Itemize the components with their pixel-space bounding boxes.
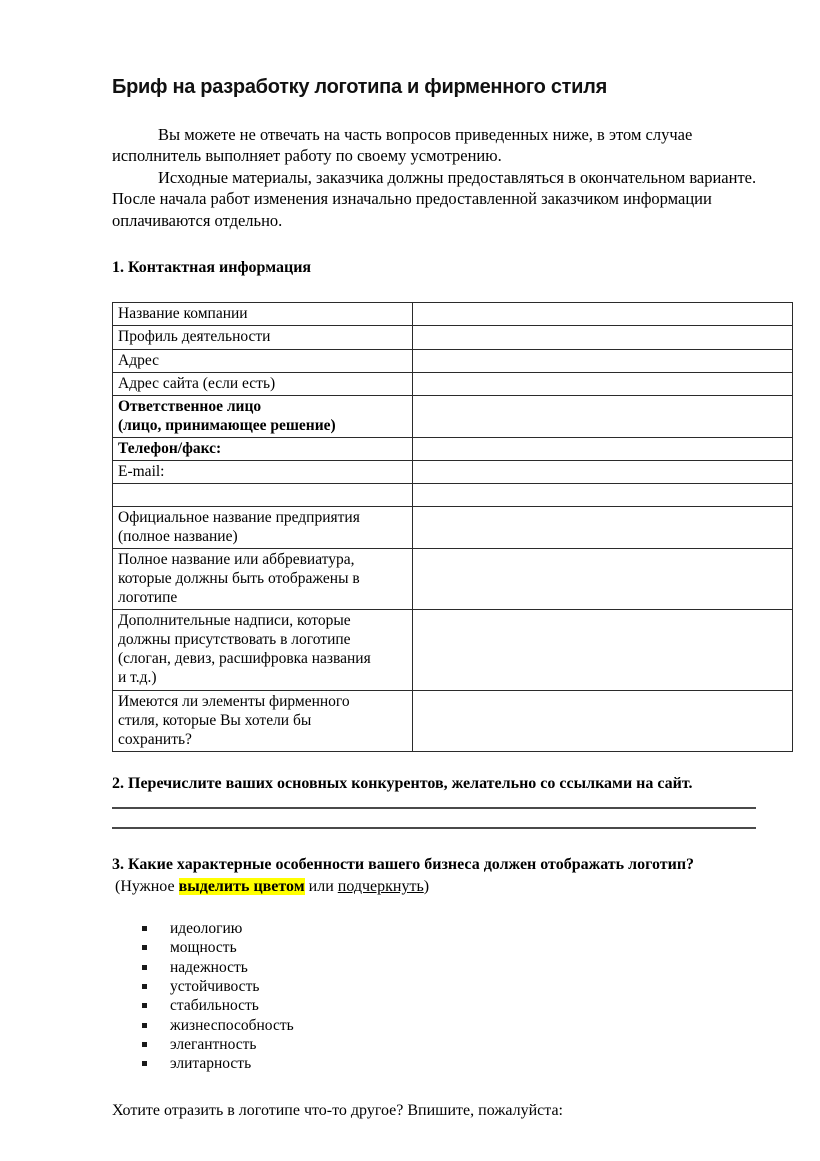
label-line: Адрес bbox=[118, 351, 159, 369]
table-row-value-field[interactable] bbox=[413, 483, 793, 506]
section-3-heading: 3. Какие характерные особенности вашего бизнеса должен отображать логотип? bbox=[112, 855, 695, 873]
label-line: стиля, которые Вы хотели бы bbox=[118, 711, 312, 729]
contact-information-table bbox=[112, 302, 793, 751]
list-item[interactable] bbox=[112, 1054, 772, 1073]
section-2-answer-lines[interactable] bbox=[112, 793, 772, 829]
table-row-value-field[interactable] bbox=[413, 610, 793, 690]
label-line: Ответственное лицо bbox=[118, 397, 262, 415]
table-row-label bbox=[113, 506, 413, 548]
answer-write-line[interactable] bbox=[112, 827, 756, 829]
table-row bbox=[113, 460, 793, 483]
list-item-label: надежность bbox=[170, 958, 248, 976]
label-line: Дополнительные надписи, которые bbox=[118, 612, 351, 630]
label-line: Полное название или аббревиатура, bbox=[118, 551, 355, 569]
instruction-prefix: (Нужное bbox=[115, 878, 179, 896]
table-row bbox=[113, 506, 793, 548]
instruction-middle: или bbox=[304, 878, 338, 896]
table-row bbox=[113, 483, 793, 506]
square-bullet-icon bbox=[142, 1061, 147, 1066]
label-line: E-mail: bbox=[118, 462, 165, 480]
label-line: (полное название) bbox=[118, 528, 238, 545]
table-row bbox=[113, 690, 793, 751]
page-title: Бриф на разработку логотипа и фирменного стиля bbox=[112, 76, 607, 98]
square-bullet-icon bbox=[142, 1003, 147, 1008]
list-item-label: элитарность bbox=[170, 1055, 252, 1073]
list-item-label: стабильность bbox=[170, 997, 259, 1015]
label-line: Официальное название предприятия bbox=[118, 508, 360, 526]
business-traits-list bbox=[112, 897, 772, 1073]
label-line: логотипе bbox=[118, 589, 178, 607]
table-row-label bbox=[113, 610, 413, 690]
instruction-highlighted-text: выделить цветом bbox=[178, 878, 305, 896]
answer-write-line[interactable] bbox=[112, 807, 756, 809]
list-item[interactable] bbox=[112, 938, 772, 957]
list-item[interactable] bbox=[112, 919, 772, 938]
table-row-label bbox=[113, 303, 413, 326]
closing-question: Хотите отразить в логотипе что-то другое? Впишите, пожалуйста: bbox=[112, 1102, 563, 1120]
label-line: (лицо, принимающее решение) bbox=[118, 416, 336, 434]
table-row bbox=[113, 326, 793, 349]
square-bullet-icon bbox=[142, 965, 147, 970]
contact-table-body bbox=[113, 303, 793, 751]
table-row-label bbox=[113, 460, 413, 483]
table-row-value-field[interactable] bbox=[413, 690, 793, 751]
list-item[interactable] bbox=[112, 1016, 772, 1035]
table-row bbox=[113, 610, 793, 690]
table-row bbox=[113, 349, 793, 372]
table-row-label bbox=[113, 690, 413, 751]
table-row bbox=[113, 549, 793, 610]
table-row-label bbox=[113, 326, 413, 349]
label-line: Профиль деятельности bbox=[118, 328, 271, 346]
intro-block bbox=[112, 98, 772, 231]
table-row-value-field[interactable] bbox=[413, 349, 793, 372]
table-row-value-field[interactable] bbox=[413, 460, 793, 483]
table-row-value-field[interactable] bbox=[413, 395, 793, 437]
table-row-label bbox=[113, 549, 413, 610]
list-item-label: мощность bbox=[170, 939, 237, 957]
section-3-instruction bbox=[112, 874, 772, 897]
label-line: которые должны быть отображены в bbox=[118, 570, 360, 588]
square-bullet-icon bbox=[142, 1042, 147, 1047]
label-line: сохранить? bbox=[118, 730, 192, 748]
list-item-label: жизнеспособность bbox=[170, 1016, 294, 1034]
table-row-value-field[interactable] bbox=[413, 437, 793, 460]
label-line: Адрес сайта (если есть) bbox=[118, 374, 276, 392]
square-bullet-icon bbox=[142, 1023, 147, 1028]
document-content bbox=[112, 0, 772, 1121]
list-item[interactable] bbox=[112, 996, 772, 1015]
table-row-value-field[interactable] bbox=[413, 303, 793, 326]
label-line: Название компании bbox=[118, 305, 248, 323]
table-row-value-field[interactable] bbox=[413, 372, 793, 395]
label-line: должны присутствовать в логотипе bbox=[118, 631, 351, 649]
list-item-label: идеологию bbox=[170, 920, 243, 938]
label-line: и т.д.) bbox=[118, 669, 157, 687]
instruction-suffix: ) bbox=[423, 878, 430, 896]
label-line: (слоган, девиз, расшифровка названия bbox=[118, 650, 371, 668]
list-item[interactable] bbox=[112, 958, 772, 977]
label-line: Имеются ли элементы фирменного bbox=[118, 692, 350, 710]
square-bullet-icon bbox=[142, 926, 147, 931]
section-2-heading: 2. Перечислите ваших основных конкурентов, желательно со ссылками на сайт. bbox=[112, 774, 693, 792]
list-item-label: устойчивость bbox=[170, 977, 260, 995]
table-row bbox=[113, 437, 793, 460]
square-bullet-icon bbox=[142, 945, 147, 950]
table-row-value-field[interactable] bbox=[413, 506, 793, 548]
square-bullet-icon bbox=[142, 984, 147, 989]
table-row-value-field[interactable] bbox=[413, 549, 793, 610]
table-row-label bbox=[113, 437, 413, 460]
table-row bbox=[113, 372, 793, 395]
table-row-label bbox=[113, 483, 413, 506]
list-item[interactable] bbox=[112, 1035, 772, 1054]
table-row-label bbox=[113, 395, 413, 437]
list-item-label: элегантность bbox=[170, 1035, 257, 1053]
label-line: Телефон/факс: bbox=[118, 439, 222, 457]
intro-paragraph-1: Вы можете не отвечать на часть вопросов приведенных ниже, в этом случае исполнитель выполняет работу по своему усмотрению. bbox=[112, 125, 693, 166]
table-row-label bbox=[113, 349, 413, 372]
section-1-heading: 1. Контактная информация bbox=[112, 259, 312, 277]
instruction-underlined-text: подчеркнуть bbox=[337, 878, 424, 896]
table-row-value-field[interactable] bbox=[413, 326, 793, 349]
table-row bbox=[113, 395, 793, 437]
table-row-label bbox=[113, 372, 413, 395]
intro-paragraph-2: Исходные материалы, заказчика должны предоставляться в окончательном варианте. После начала работ изменения изначально предоставленной заказчиком информации оплачиваются отдельно. bbox=[112, 167, 757, 230]
table-row bbox=[113, 303, 793, 326]
list-item[interactable] bbox=[112, 977, 772, 996]
